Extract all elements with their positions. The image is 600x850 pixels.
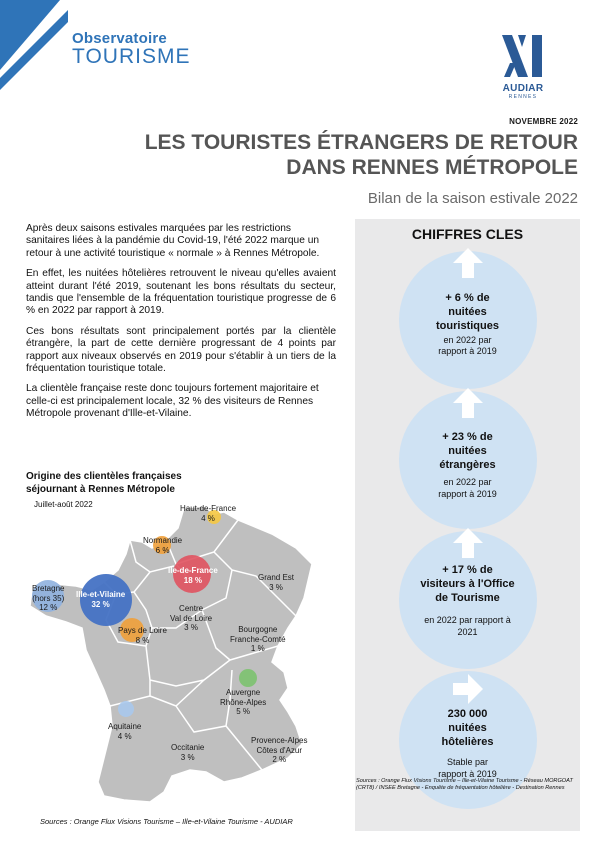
region-name: Bretagne (32, 584, 65, 593)
observatoire-line1: Observatoire (72, 30, 167, 47)
region-share: 32 % (91, 599, 110, 609)
region-label-ille-et-vilaine (76, 590, 125, 609)
kpi-4-line1: 230 000 (447, 708, 488, 720)
region-share: 1 % (250, 644, 265, 653)
intro-paragraph-2: En effet, les nuitées hôtelières retrouvent le niveau qu'elles avaient atteint durant l'été 2019, soutenant les bons résultats du secteur, tandis que l'ensemble de la fréquentation touristique progresse de 6 % en 2022 par rapport à 2019. (26, 268, 336, 317)
region-name: Haut-de-France (180, 504, 237, 513)
key-figures-panel (355, 219, 580, 831)
audiar-city: RENNES (508, 94, 538, 100)
kpi-1-detail1: en 2022 par (443, 335, 492, 345)
arrow-up-icon (452, 247, 484, 279)
region-label-bretagne (32, 584, 64, 613)
region-name: Normandie (143, 536, 183, 545)
region-name-2: (hors 35) (32, 593, 65, 603)
kpi-4-line2: nuitées (448, 722, 487, 734)
region-label-auvergne (220, 688, 266, 717)
region-name: Pays de Loire (118, 626, 167, 635)
region-share: 3 % (269, 582, 283, 592)
kpi-4-detail2: rapport à 2019 (438, 769, 497, 779)
intro-paragraph-1: Après deux saisons estivales marquées par les restrictions sanitaires liées à la pandémie du Covid-19, l'été 2022 marque un retour à une activité touristique « normale » à Rennes Métropole. (26, 223, 320, 259)
kpi-circle-1 (399, 251, 537, 389)
region-name: Grand Est (258, 573, 295, 582)
page-subtitle: Bilan de la saison estivale 2022 (367, 190, 578, 207)
observatoire-logo (72, 30, 190, 69)
corner-logo-shape (0, 0, 70, 110)
region-name: Auvergne (226, 688, 261, 697)
region-share: 4 % (201, 513, 215, 523)
kpi-3-detail1: en 2022 par rapport à (424, 615, 511, 625)
region-name: Aquitaine (108, 722, 142, 731)
kpi-1-line3: touristiques (436, 320, 499, 332)
audiar-mark-icon (498, 35, 548, 77)
region-name: Centre (179, 604, 204, 613)
kpi-2-detail2: rapport à 2019 (438, 489, 497, 499)
title-line2: DANS RENNES MÉTROPOLE (286, 156, 578, 179)
kpi-3-line2: visiteurs à l'Office (420, 578, 515, 590)
kpi-4-detail1: Stable par (446, 757, 489, 767)
audiar-name: AUDIAR (502, 83, 544, 94)
region-label-haut-de-france (180, 504, 236, 523)
region-label-centre (170, 604, 212, 633)
kpi-4-line3: hôtelières (441, 736, 494, 748)
key-figures-sources: Sources : Orange Flux Visions Tourisme – Ille-et-Vilaine Tourisme - Réseau MORGOAT (CRT8) / INSEE Bretagne - Enquête de fréquentation hôtelière - Destination Rennes (356, 778, 573, 791)
region-name-2: Côtes d'Azur (256, 745, 303, 755)
kpi-circle-3 (399, 531, 537, 669)
map-sources: Sources : Orange Flux Visions Tourisme – Ille-et-Vilaine Tourisme - AUDIAR (40, 817, 293, 826)
region-name: Provence-Alpes (251, 736, 308, 745)
kpi-2-detail1: en 2022 par (443, 477, 492, 487)
region-label-pays-de-loire (118, 626, 167, 645)
map-period: Juillet-août 2022 (34, 500, 93, 509)
region-label-grand-est (258, 573, 294, 592)
region-name: Ille-et-Vilaine (76, 590, 126, 599)
kpi-3-line3: de Tourisme (435, 592, 500, 604)
kpi-circle-2 (399, 391, 537, 529)
intro-paragraph-3: Ces bons résultats sont principalement portés par la clientèle étrangère, la part de cette dernière progressant de 4 points par rapport aux niveaux observés en 2019 pour s'établir à un tiers de la fréquentation touristique totale. (26, 325, 336, 375)
kpi-3-line1: + 17 % de (442, 564, 493, 576)
kpi-3-detail2: 2021 (457, 627, 478, 637)
arrow-up-icon (452, 387, 484, 419)
bubble-auvergne (239, 669, 257, 687)
page-title (145, 130, 578, 180)
kpi-1-line1: + 6 % de (445, 292, 490, 304)
region-name-2: Val de Loire (170, 613, 213, 623)
region-name: Occitanie (171, 743, 205, 752)
region-share: 6 % (155, 545, 170, 555)
kpi-1-detail2: rapport à 2019 (438, 346, 497, 356)
intro-paragraph-4: La clientèle française reste donc toujours fortement majoritaire et celle-ci est principalement locale, 32 % des visiteurs de Rennes Métropole provenant d'Ille-et-Vilaine. (26, 383, 319, 420)
region-share: 4 % (117, 731, 132, 741)
title-line1: LES TOURISTES ÉTRANGERS DE RETOUR (144, 131, 578, 154)
key-figures-title: CHIFFRES CLES (411, 226, 524, 242)
region-share: 2 % (272, 755, 287, 764)
region-label-bourgogne (230, 625, 286, 654)
kpi-2-line3: étrangères (439, 459, 496, 471)
bubble-aquitaine (118, 701, 134, 717)
audiar-logo (498, 35, 548, 100)
region-name: Ile-de-France (168, 566, 218, 575)
region-label-aquitaine (108, 722, 141, 741)
region-share: 18 % (183, 575, 203, 585)
kpi-1-line2: nuitées (448, 306, 487, 318)
publication-date: NOVEMBRE 2022 (509, 117, 578, 126)
region-share: 3 % (180, 752, 195, 762)
arrow-up-icon (452, 527, 484, 559)
region-label-normandie (143, 536, 182, 555)
kpi-2-line1: + 23 % de (442, 431, 493, 443)
region-label-paca (251, 736, 307, 765)
map-title-line2: séjournant à Rennes Métropole (26, 484, 175, 495)
region-label-ile-de-france (168, 566, 218, 585)
region-name-2: Rhône-Alpes (220, 697, 267, 707)
region-share: 8 % (135, 635, 150, 645)
region-share: 3 % (184, 623, 198, 632)
region-label-occitanie (171, 743, 204, 762)
map-title-line1: Origine des clientèles françaises (26, 471, 182, 482)
map-title (26, 470, 182, 496)
region-name-2: Franche-Comté (230, 634, 286, 644)
arrow-right-icon (452, 673, 484, 705)
region-share: 12 % (39, 603, 58, 612)
region-name: Bourgogne (238, 625, 278, 634)
intro-text (26, 223, 336, 429)
observatoire-line2: TOURISME (72, 45, 191, 68)
kpi-2-line2: nuitées (448, 445, 487, 457)
region-share: 5 % (236, 707, 251, 716)
